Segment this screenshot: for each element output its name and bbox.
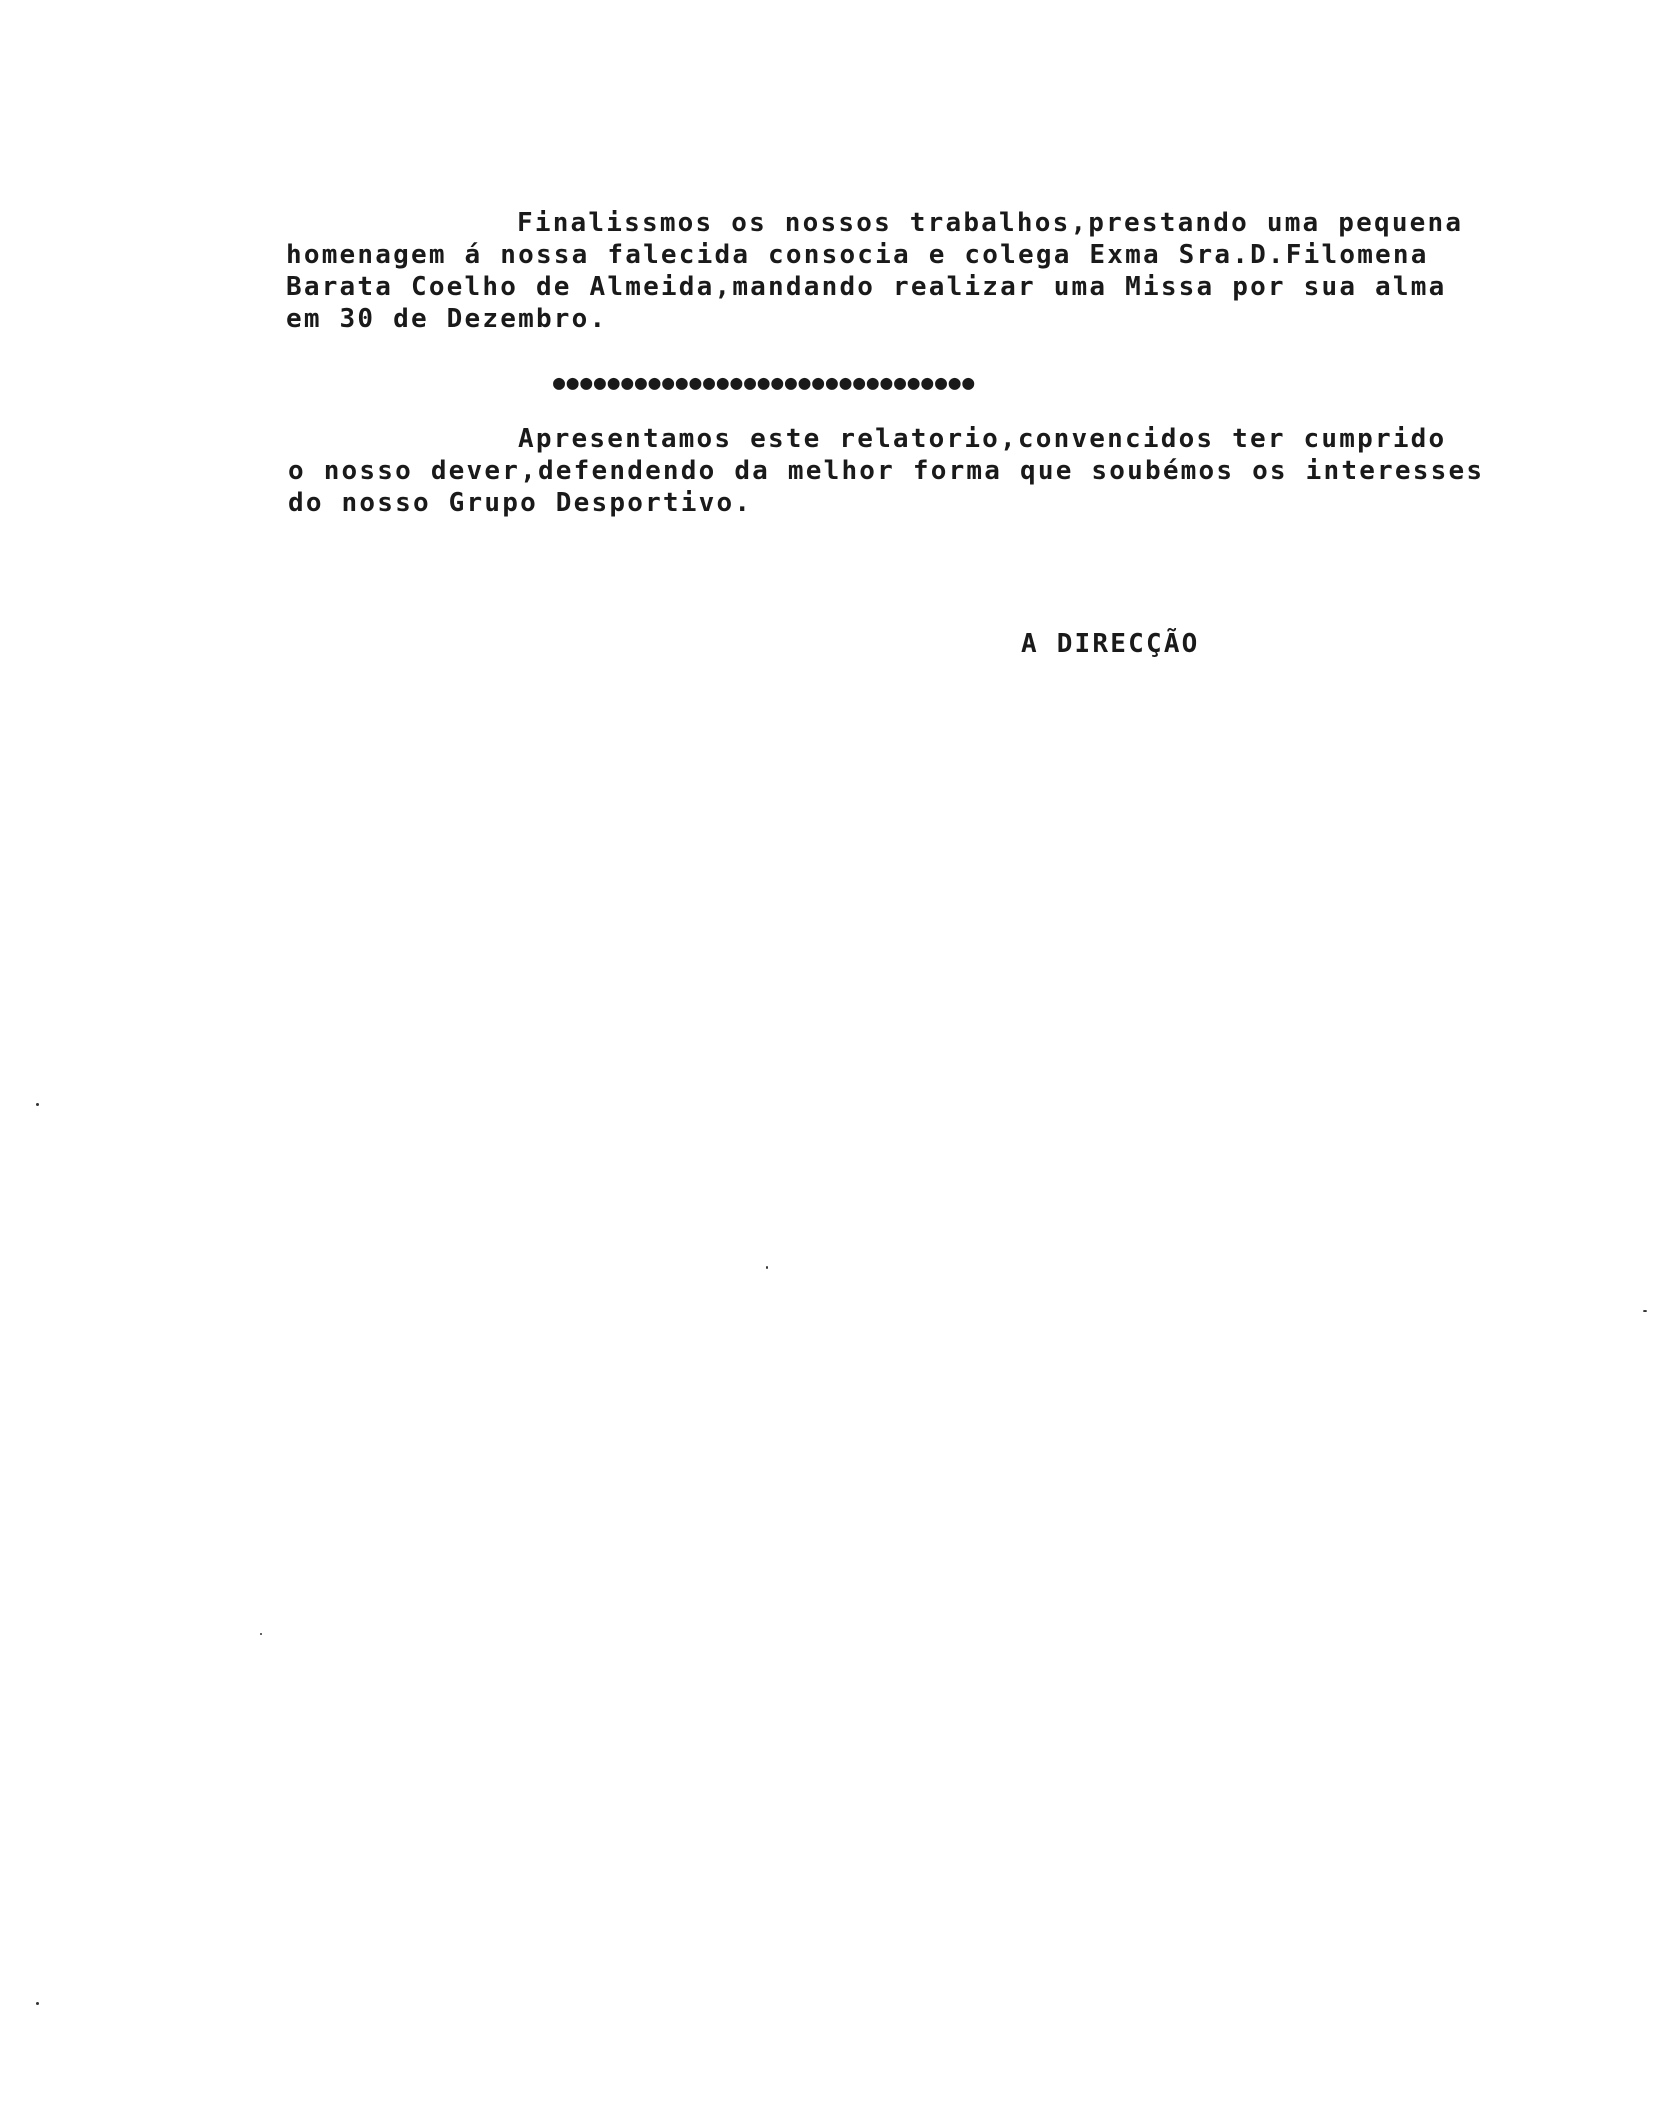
paper-speck <box>1643 1310 1647 1312</box>
dotted-separator: ●●●●●●●●●●●●●●●●●●●●●●●●●●●●●●● <box>553 370 976 394</box>
paragraph-line: em 30 de Dezembro. <box>286 304 608 334</box>
paragraph-line: do nosso Grupo Desportivo. <box>288 488 753 518</box>
paragraph-line: o nosso dever,defendendo da melhor forma que soubémos os interesses <box>288 456 1485 486</box>
paragraph-line: Apresentamos este relatorio,convencidos ter cumprido <box>518 424 1447 454</box>
paper-speck <box>36 1103 39 1106</box>
paragraph-line: Barata Coelho de Almeida,mandando realizar uma Missa por sua alma <box>286 272 1447 302</box>
paper-speck <box>260 1633 262 1635</box>
signature-line: A DIRECÇÃO <box>1021 629 1200 659</box>
paper-speck <box>36 2002 39 2005</box>
paragraph-line: Finalissmos os nossos trabalhos,prestando uma pequena <box>517 208 1464 238</box>
paper-speck <box>766 1266 768 1269</box>
paragraph-line: homenagem á nossa falecida consocia e colega Exma Sra.D.Filomena <box>286 240 1429 270</box>
